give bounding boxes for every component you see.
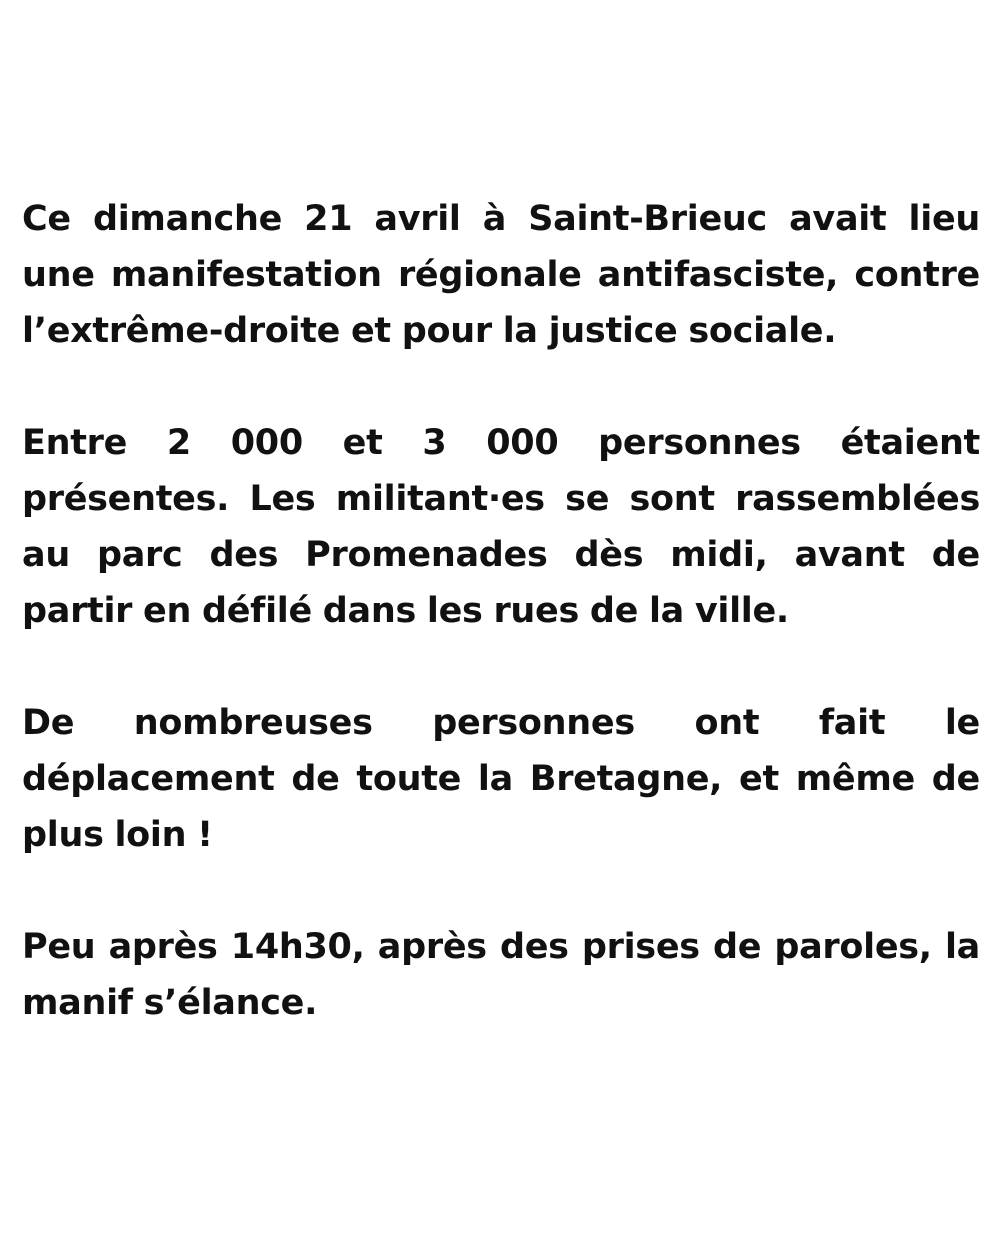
document-body — [22, 191, 980, 1031]
paragraph-departure: Peu après 14h30, après des prises de paroles, la manif s’élance. — [22, 927, 980, 1023]
paragraph-intro: Ce dimanche 21 avril à Saint-Brieuc avait lieu une manifestation régionale antifasciste, contre l’extrême-droite et pour la justice sociale. — [22, 199, 980, 351]
paragraph-attendance: Entre 2 000 et 3 000 personnes étaient présentes. Les militant·es se sont rassemblées au parc des Promenades dès midi, avant de partir en défilé dans les rues de la ville. — [22, 423, 980, 631]
paragraph-travel: De nombreuses personnes ont fait le déplacement de toute la Bretagne, et même de plus loin ! — [22, 703, 980, 855]
